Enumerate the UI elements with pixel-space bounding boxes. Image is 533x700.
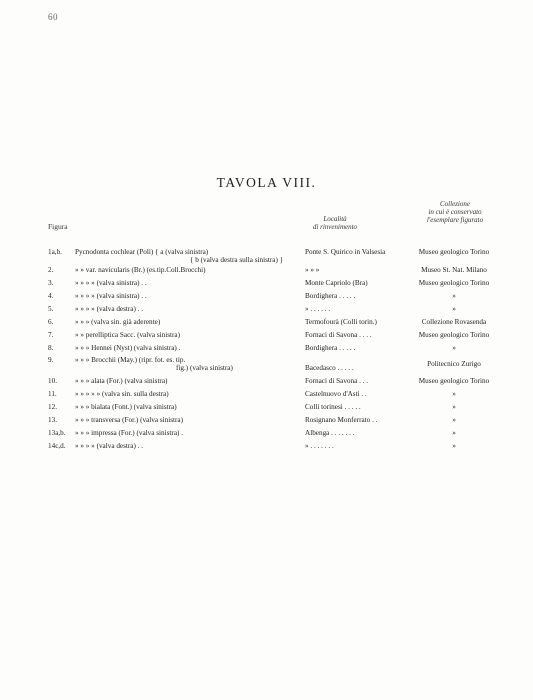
page-title: TAVOLA VIII. (216, 175, 317, 190)
header-collezione-line3: l'esemplare figurato (426, 216, 484, 224)
row-number: 11. (48, 390, 57, 398)
row-locality: Albenga . . . . . . . (305, 429, 355, 437)
row-description: » » » » (valva sinistra) . . (75, 292, 147, 300)
header-localita (300, 215, 370, 231)
header-collezione-line2: in cui è conservato (428, 208, 482, 216)
row-number: 5. (48, 305, 54, 313)
row-collection: » (452, 344, 456, 352)
row-locality: Bordighera . . . . . (305, 292, 356, 300)
row-number: 4. (48, 292, 54, 300)
row-collection: » (452, 416, 456, 424)
row-collection: Politecnico Zurigo (427, 360, 481, 368)
row-collection: Museo geologico Torino (418, 279, 490, 287)
row-number: 10. (48, 377, 57, 385)
row-collection: » (452, 403, 456, 411)
row-description: » » » bialata (Font.) (valva sinistra) (75, 403, 177, 411)
row-collection: Museo geologico Torino (418, 331, 490, 339)
row-number: 2. (48, 266, 54, 274)
page-number: 60 (48, 12, 58, 22)
row-number: 13a,b. (48, 429, 66, 437)
row-description: » » » (valva sin. già aderente) (75, 318, 161, 326)
row-collection: Collezione Rovasenda (421, 318, 487, 326)
row-locality: Fornaci di Savona . . . . (305, 331, 372, 339)
row-collection: » (452, 292, 456, 300)
row-number: 3. (48, 279, 54, 287)
row-number: 1a,b. (48, 248, 62, 256)
row-collection: Museo St. Nat. Milano (421, 266, 487, 274)
row-description-cont: { b (valva destra sulla sinistra) } (190, 256, 284, 264)
row-description: » » » » (valva sinistra) . . (75, 279, 147, 287)
row-locality: » . . . . . . (305, 305, 331, 313)
row-locality: Castelnuovo d'Asti . . (305, 390, 367, 398)
header-localita-line2: di rinvenimento (312, 223, 358, 231)
row-locality: Bacedasco . . . . . (305, 364, 354, 372)
row-collection: » (452, 390, 456, 398)
row-locality: Ponte S. Quirico in Valsesia (305, 248, 386, 256)
row-description-cont: fig.) (valva sinistra) (176, 364, 233, 372)
header-localita-line1: Località (323, 215, 347, 223)
row-collection: Museo geologico Torino (418, 377, 490, 385)
row-number: 8. (48, 344, 54, 352)
row-description: Pycnodonta cochlear (Poli) { a (valva sinistra) (75, 248, 209, 256)
row-description: » » » Brocchii (May.) (ripr. fot. es. tip. (75, 356, 186, 364)
row-collection: » (452, 305, 456, 313)
row-locality: » » » (305, 266, 320, 274)
row-number: 12. (48, 403, 57, 411)
row-description: » » » alata (For.) (valva sinistra) (75, 377, 168, 385)
row-description: » » perelliptica Sacc. (valva sinistra) (75, 331, 180, 339)
header-collezione-line1: Collezione (440, 200, 470, 208)
row-description: » » » transversa (For.) (valva sinistra) (75, 416, 183, 424)
row-number: 9. (48, 356, 54, 364)
row-locality: Monte Capriolo (Bra) (305, 279, 368, 287)
row-description: » » » Hennei (Nyst) (valva sinistra) . (75, 344, 181, 352)
row-locality: Bordighera . . . . . (305, 344, 356, 352)
row-description: » » » » (valva destra) . . (75, 442, 144, 450)
row-number: 7. (48, 331, 54, 339)
header-figura: Figura (48, 222, 68, 231)
row-description: » » var. navicularis (Br.) (es.tip.Coll.Brocchi) (75, 266, 206, 274)
row-locality: Fornaci di Savona . . . (305, 377, 369, 385)
row-locality: Colli torinesi . . . . . (305, 403, 361, 411)
row-collection: » (452, 442, 456, 450)
row-locality: » . . . . . . . (305, 442, 334, 450)
header-collezione (410, 200, 500, 224)
row-locality: Termofourà (Colli torin.) (305, 318, 377, 326)
row-collection: Museo geologico Torino (418, 248, 490, 256)
row-collection: » (452, 429, 456, 437)
row-description: » » » impressa (For.) (valva sinistra) . (75, 429, 183, 437)
row-locality: Rosignano Monferrato . . (305, 416, 378, 424)
row-number: 14c,d. (48, 442, 66, 450)
row-description: » » » » » (valva sin. sulla destra) (75, 390, 169, 398)
row-description: » » » » (valva destra) . . (75, 305, 144, 313)
row-number: 6. (48, 318, 54, 326)
row-number: 13. (48, 416, 57, 424)
